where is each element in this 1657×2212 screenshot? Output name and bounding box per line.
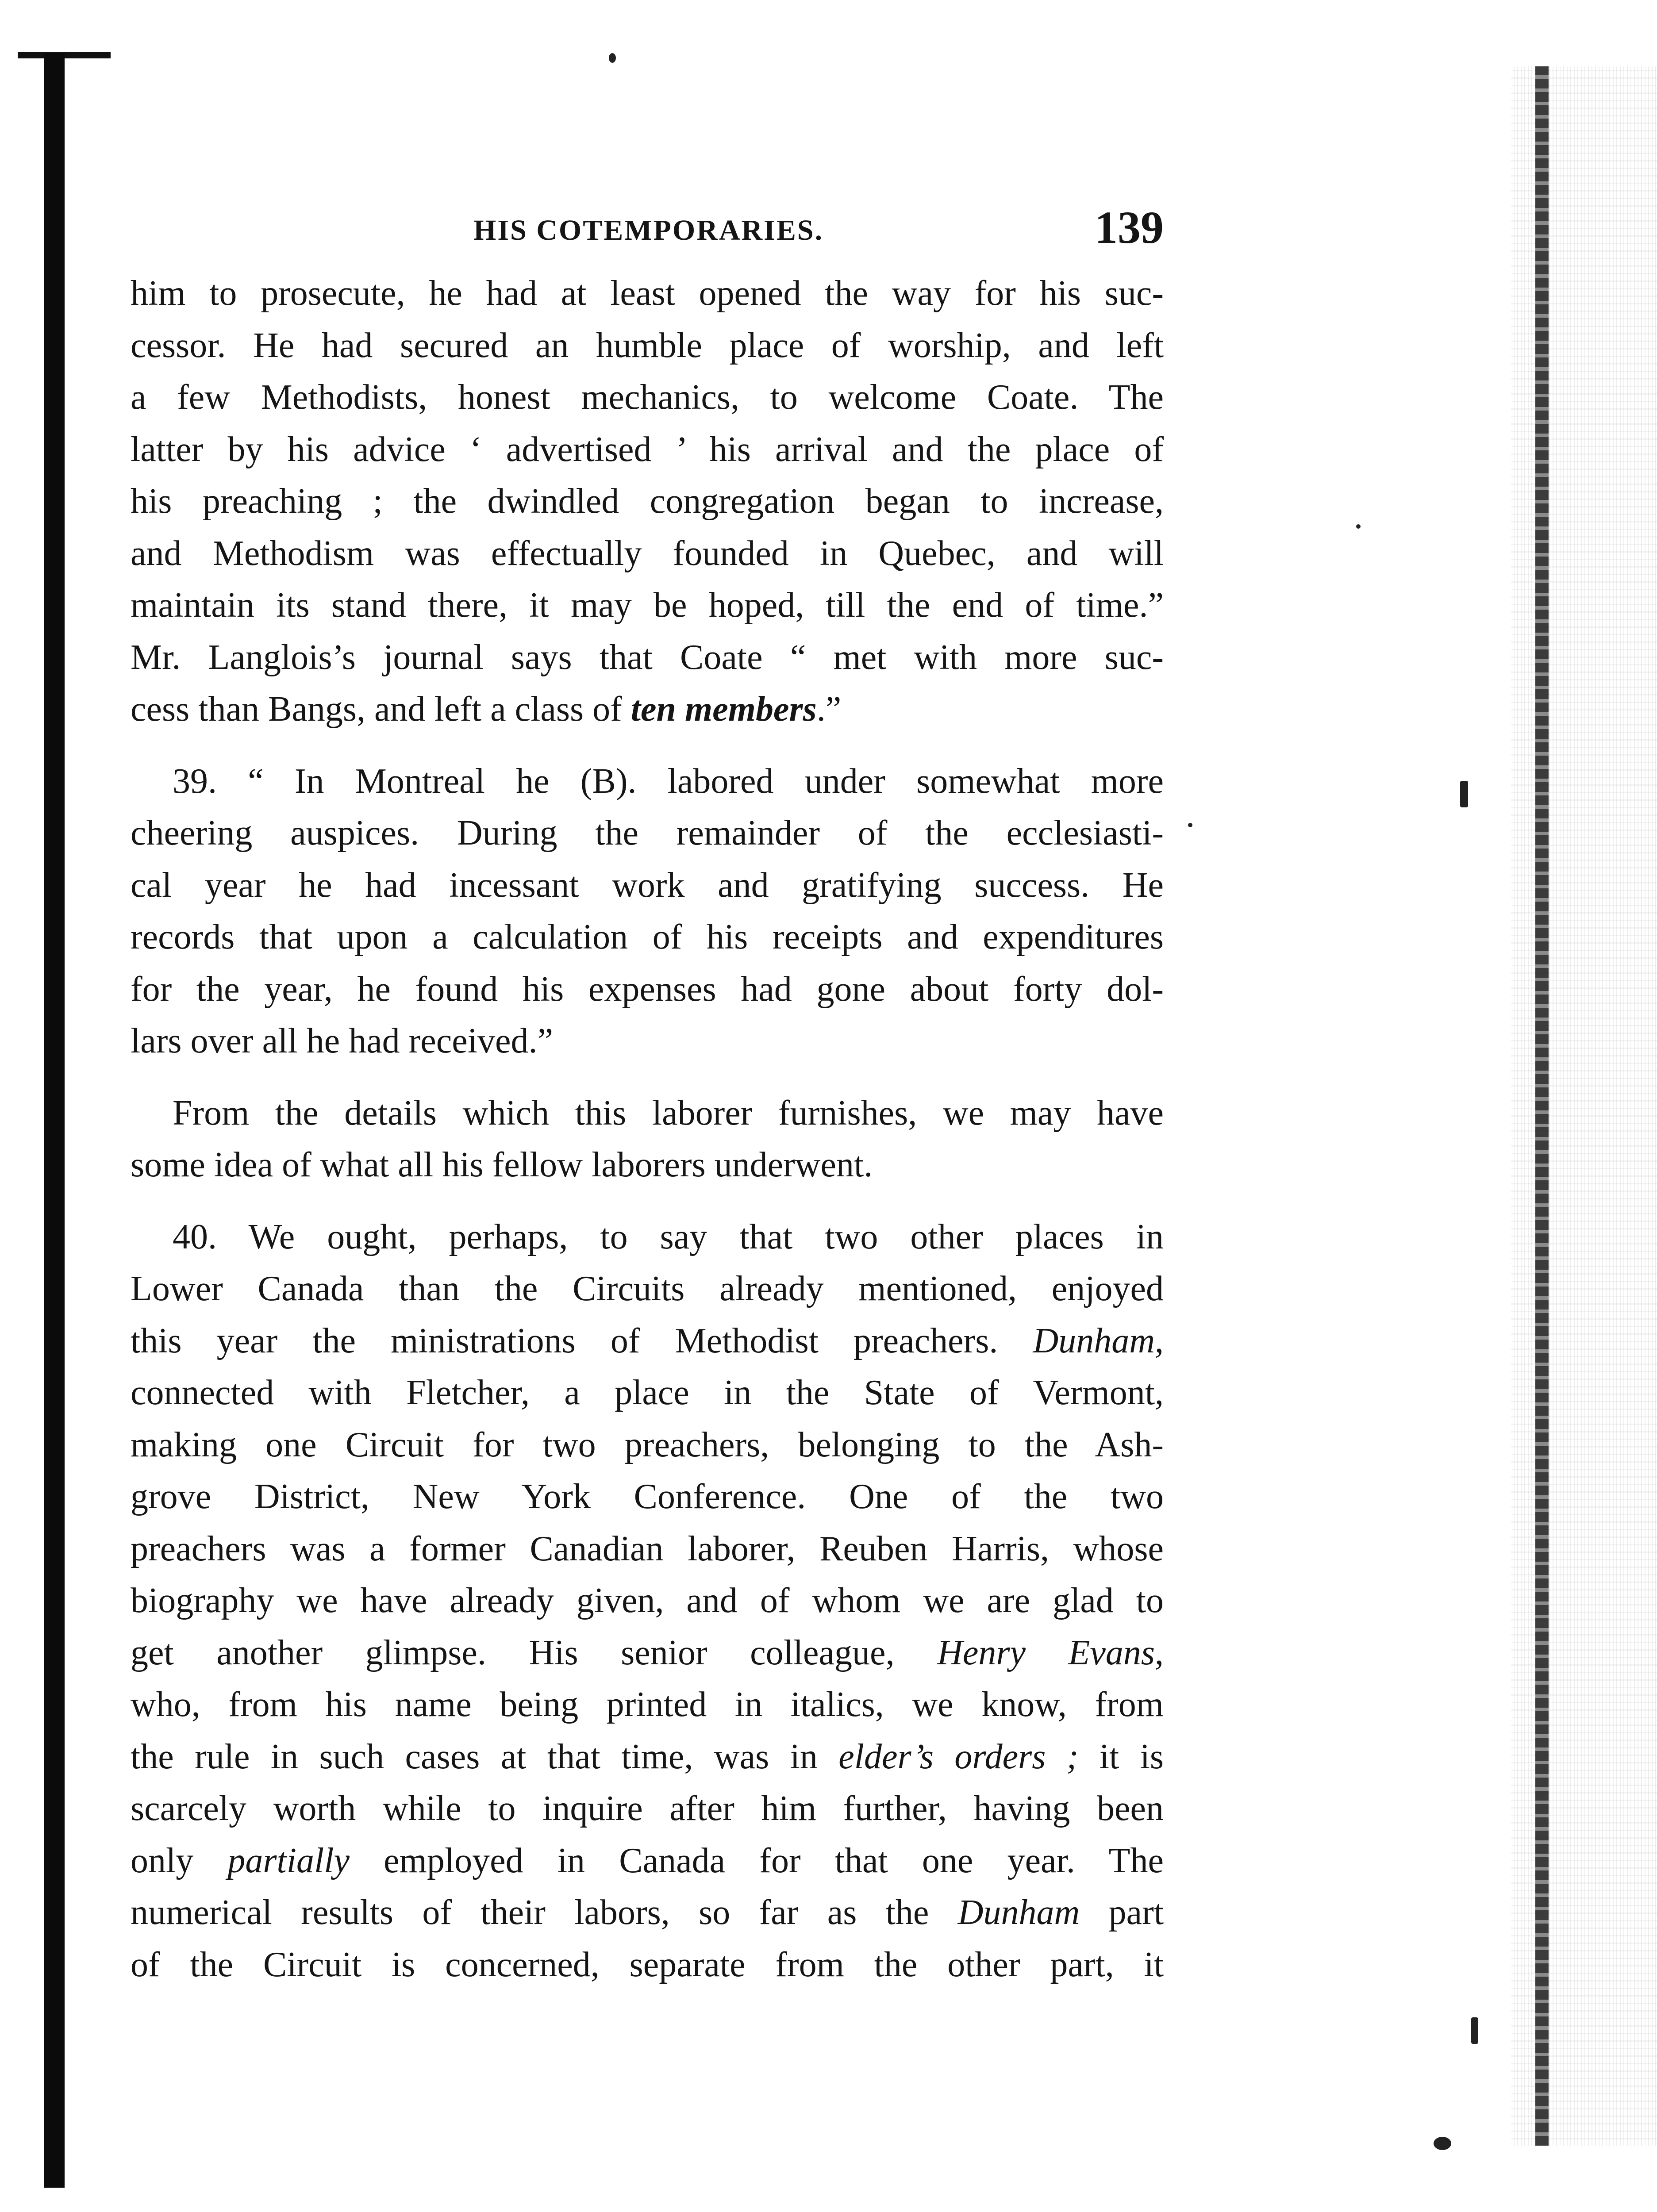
text-line: grove District, New York Conference. One of the two <box>131 1477 1164 1516</box>
emphasis: Henry Evans <box>937 1633 1155 1672</box>
text-line: cess than Bangs, and left a class of ten members.” <box>131 690 842 729</box>
text-line: a few Methodists, honest mechanics, to welcome Coate. The <box>131 378 1164 417</box>
paragraph-39 <box>131 756 1164 1068</box>
text-line: some idea of what all his fellow laborers underwent. <box>131 1145 873 1184</box>
text-line: From the details which this laborer furnishes, we may have <box>173 1093 1164 1133</box>
running-head-title: HIS COTEMPORARIES. <box>473 214 824 246</box>
text-line: 39. “ In Montreal he (B). labored under somewhat more <box>173 761 1164 801</box>
emphasis: Dunham <box>957 1893 1080 1932</box>
scan-page-edge-shadow <box>1535 66 1549 2146</box>
text-line: for the year, he found his expenses had gone about forty dol- <box>131 969 1164 1009</box>
emphasis: elder’s orders ; <box>838 1737 1079 1776</box>
text-line: and Methodism was effectually founded in Quebec, and will <box>131 534 1164 573</box>
text-line: Lower Canada than the Circuits already mentioned, enjoyed <box>131 1269 1164 1308</box>
text-line: his preaching ; the dwindled congregation began to increase, <box>131 482 1164 521</box>
paragraph-details <box>131 1087 1164 1191</box>
text-line: the rule in such cases at that time, was in elder’s orders ; it is <box>131 1737 1164 1776</box>
text-line: preachers was a former Canadian laborer, Reuben Harris, whose <box>131 1529 1164 1568</box>
text-line: making one Circuit for two preachers, belonging to the Ash- <box>131 1425 1164 1464</box>
scan-binding-edge <box>44 53 65 2188</box>
text-line: him to prosecute, he had at least opened the way for his suc- <box>131 274 1164 313</box>
text-line: connected with Fletcher, a place in the State of Vermont, <box>131 1373 1164 1412</box>
text-line: of the Circuit is concerned, separate from the other part, it <box>131 1945 1164 1984</box>
scan-speck <box>1460 781 1468 807</box>
scan-speck <box>1356 524 1361 529</box>
body-text <box>131 268 1164 1991</box>
text-line: latter by his advice ‘ advertised ’ his arrival and the place of <box>131 430 1164 469</box>
scan-speck <box>1434 2137 1451 2150</box>
text-line: cal year he had incessant work and gratifying success. He <box>131 865 1164 905</box>
text-line: records that upon a calculation of his receipts and expenditures <box>131 918 1164 956</box>
text-line: maintain its stand there, it may be hoped, till the end of time.” <box>131 586 1164 625</box>
text-line: lars over all he had received.” <box>131 1022 554 1060</box>
text-line: Mr. Langlois’s journal says that Coate “ met with more suc- <box>131 637 1164 677</box>
emphasis: ten members <box>631 690 817 729</box>
text-line: who, from his name being printed in italics, we know, from <box>131 1685 1164 1724</box>
text-line: numerical results of their labors, so far as the Dunham part <box>131 1893 1164 1932</box>
text-line: scarcely worth while to inquire after him further, having been <box>131 1789 1164 1828</box>
running-head <box>131 201 1164 259</box>
page-number: 139 <box>1095 202 1164 253</box>
text-line: only partially employed in Canada for that one year. The <box>131 1841 1164 1880</box>
scan-speck <box>1188 823 1192 827</box>
emphasis: Dunham <box>1033 1321 1155 1360</box>
paragraph-1 <box>131 268 1164 736</box>
text-line: cessor. He had secured an humble place of worship, and left <box>131 326 1164 365</box>
scan-speck <box>609 53 616 63</box>
text-line: get another glimpse. His senior colleague, Henry Evans, <box>131 1633 1164 1672</box>
text-line: this year the ministrations of Methodist preachers. Dunham, <box>131 1321 1164 1360</box>
scan-page-edge-texture <box>1511 66 1657 2146</box>
text-line: 40. We ought, perhaps, to say that two other places in <box>173 1217 1164 1256</box>
paragraph-40 <box>131 1211 1164 1991</box>
scan-speck <box>1471 2017 1478 2044</box>
emphasis: partially <box>227 1841 350 1880</box>
text-line: cheering auspices. During the remainder of the ecclesiasti- <box>131 814 1164 853</box>
text-line: biography we have already given, and of whom we are glad to <box>131 1581 1164 1620</box>
